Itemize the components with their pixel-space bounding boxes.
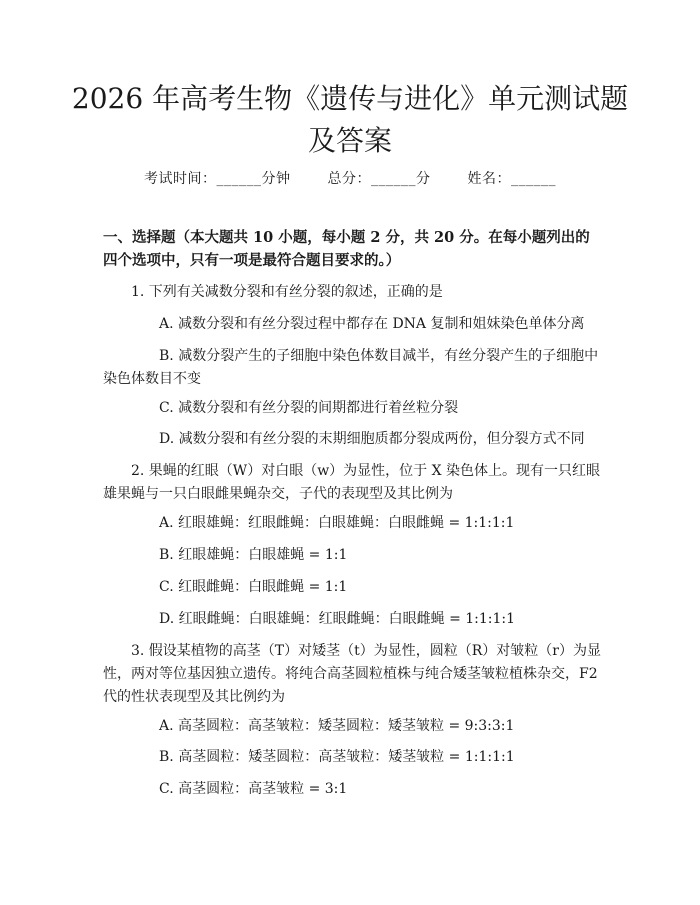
- question-1-option-b: B. 减数分裂产生的子细胞中染色体数目减半，有丝分裂产生的子细胞中染色体数目不变: [103, 348, 599, 387]
- exam-info: [0, 168, 700, 188]
- question-3-option-b: B. 高茎圆粒：矮茎圆粒：高茎皱粒：矮茎皱粒 = 1:1:1:1: [159, 749, 515, 765]
- section-header: 一、选择题（本大题共 10 小题，每小题 2 分，共 20 分。在每小题列出的四个选项中，只有一项是最符合题目要求的。）: [103, 229, 590, 269]
- question-2-option-d: D. 红眼雌蝇：白眼雄蝇：红眼雌蝇：白眼雌蝇 = 1:1:1:1: [159, 611, 516, 627]
- question-2-stem: 2. 果蝇的红眼（W）对白眼（w）为显性，位于 X 染色体上。现有一只红眼雄果蝇与一只白眼雌果蝇杂交，子代的表现型及其比例为: [103, 463, 601, 502]
- question-2-option-b: B. 红眼雄蝇：白眼雄蝇 = 1:1: [159, 547, 348, 563]
- exam-score: 总分：______分: [327, 171, 431, 187]
- question-1-stem: 1. 下列有关减数分裂和有丝分裂的叙述，正确的是: [131, 284, 443, 300]
- exam-time: 考试时间：______分钟: [144, 171, 291, 187]
- question-1-option-c: C. 减数分裂和有丝分裂的间期都进行着丝粒分裂: [159, 400, 459, 416]
- page-title: 2026 年高考生物《遗传与进化》单元测试题及答案: [71, 82, 629, 157]
- question-1-option-a: A. 减数分裂和有丝分裂过程中都存在 DNA 复制和姐妹染色单体分离: [159, 316, 585, 332]
- exam-name: 姓名：______: [467, 171, 556, 187]
- question-2-option-a: A. 红眼雄蝇：红眼雌蝇：白眼雄蝇：白眼雌蝇 = 1:1:1:1: [159, 515, 515, 531]
- question-3-option-c: C. 高茎圆粒：高茎皱粒 = 3:1: [159, 781, 348, 797]
- question-3-option-a: A. 高茎圆粒：高茎皱粒：矮茎圆粒：矮茎皱粒 = 9:3:3:1: [159, 718, 515, 734]
- question-2-option-c: C. 红眼雌蝇：白眼雌蝇 = 1:1: [159, 579, 348, 595]
- question-1-option-d: D. 减数分裂和有丝分裂的末期细胞质都分裂成两份，但分裂方式不同: [159, 431, 585, 447]
- question-3-stem: 3. 假设某植物的高茎（T）对矮茎（t）为显性，圆粒（R）对皱粒（r）为显性，两对等位基因独立遗传。将纯合高茎圆粒植株与纯合矮茎皱粒植株杂交，F2 代的性状表现型及其比例约为: [103, 643, 602, 705]
